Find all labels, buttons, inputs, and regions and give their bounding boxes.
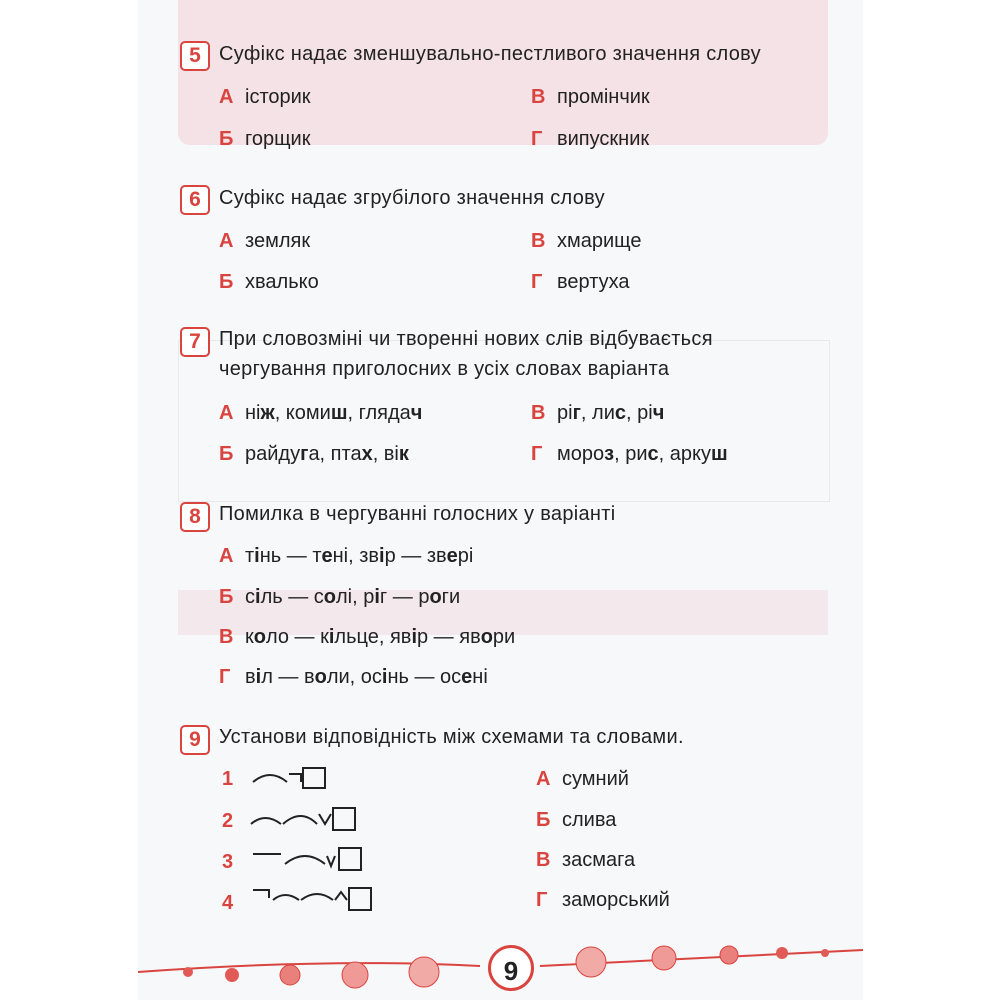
page-number: 9 — [488, 945, 534, 991]
task-number-7: 7 — [180, 327, 210, 357]
footer-dot — [183, 967, 193, 977]
scheme-number-2: 2 — [222, 810, 234, 832]
task-9-stem: Установи відповідність між схемами та словами. — [219, 726, 684, 748]
task-number-8: 8 — [180, 502, 210, 532]
scheme-number-3: 3 — [222, 851, 234, 873]
task-7-stem-line2: чергування приголосних в усіх словах варіанта — [219, 358, 670, 380]
task-8-option-a: А тінь — тені, звір — звері — [219, 545, 474, 567]
footer-dot — [652, 946, 676, 970]
task-5-option-g: Г випускник — [531, 128, 650, 150]
task-6-option-g: Г вертуха — [531, 271, 630, 293]
task-9-option-v: В засмага — [536, 849, 636, 871]
task-7-stem-line1: При словозміні чи творенні нових слів відбувається — [219, 328, 713, 350]
task-7-option-b: Б райдуга, птах, вік — [219, 443, 409, 465]
footer-dot — [409, 957, 439, 987]
task-5-option-a: А історик — [219, 86, 311, 108]
task-5-option-v: В промінчик — [531, 86, 650, 108]
footer-dot — [821, 949, 829, 957]
task-8-option-v: В коло — кільце, явір — явори — [219, 626, 516, 648]
footer-dot — [720, 946, 738, 964]
task-8-stem: Помилка в чергуванні голосних у варіанті — [219, 503, 616, 525]
footer-dot — [576, 947, 606, 977]
task-6-option-a: А земляк — [219, 230, 311, 252]
task-8-option-b: Б сіль — солі, ріг — роги — [219, 586, 461, 608]
task-6-stem: Суфікс надає згрубілого значення слову — [219, 187, 605, 209]
task-number-9: 9 — [180, 725, 210, 755]
task-number-5: 5 — [180, 41, 210, 71]
task-5-option-b: Б горщик — [219, 128, 311, 150]
task-7-option-a: А ніж, комиш, глядач — [219, 402, 423, 424]
footer-dot — [280, 965, 300, 985]
task-number-6: 6 — [180, 185, 210, 215]
task-8-option-g: Г віл — воли, осінь — осені — [219, 666, 488, 688]
task-5-stem: Суфікс надає зменшувально-пестливого значення слову — [219, 43, 761, 65]
footer-dot — [342, 962, 368, 988]
task-7-option-v: В ріг, лис, річ — [531, 402, 665, 424]
task-6-option-b: Б хвалько — [219, 271, 319, 293]
footer-dot — [225, 968, 239, 982]
task-6-option-v: В хмарище — [531, 230, 642, 252]
task-9-option-b: Б слива — [536, 809, 617, 831]
task-9-option-a: А сумний — [536, 768, 629, 790]
scheme-number-4: 4 — [222, 892, 234, 914]
task-9-option-g: Г заморський — [536, 889, 670, 911]
footer-dot — [776, 947, 788, 959]
scheme-number-1: 1 — [222, 768, 234, 790]
task-7-option-g: Г мороз, рис, аркуш — [531, 443, 728, 465]
